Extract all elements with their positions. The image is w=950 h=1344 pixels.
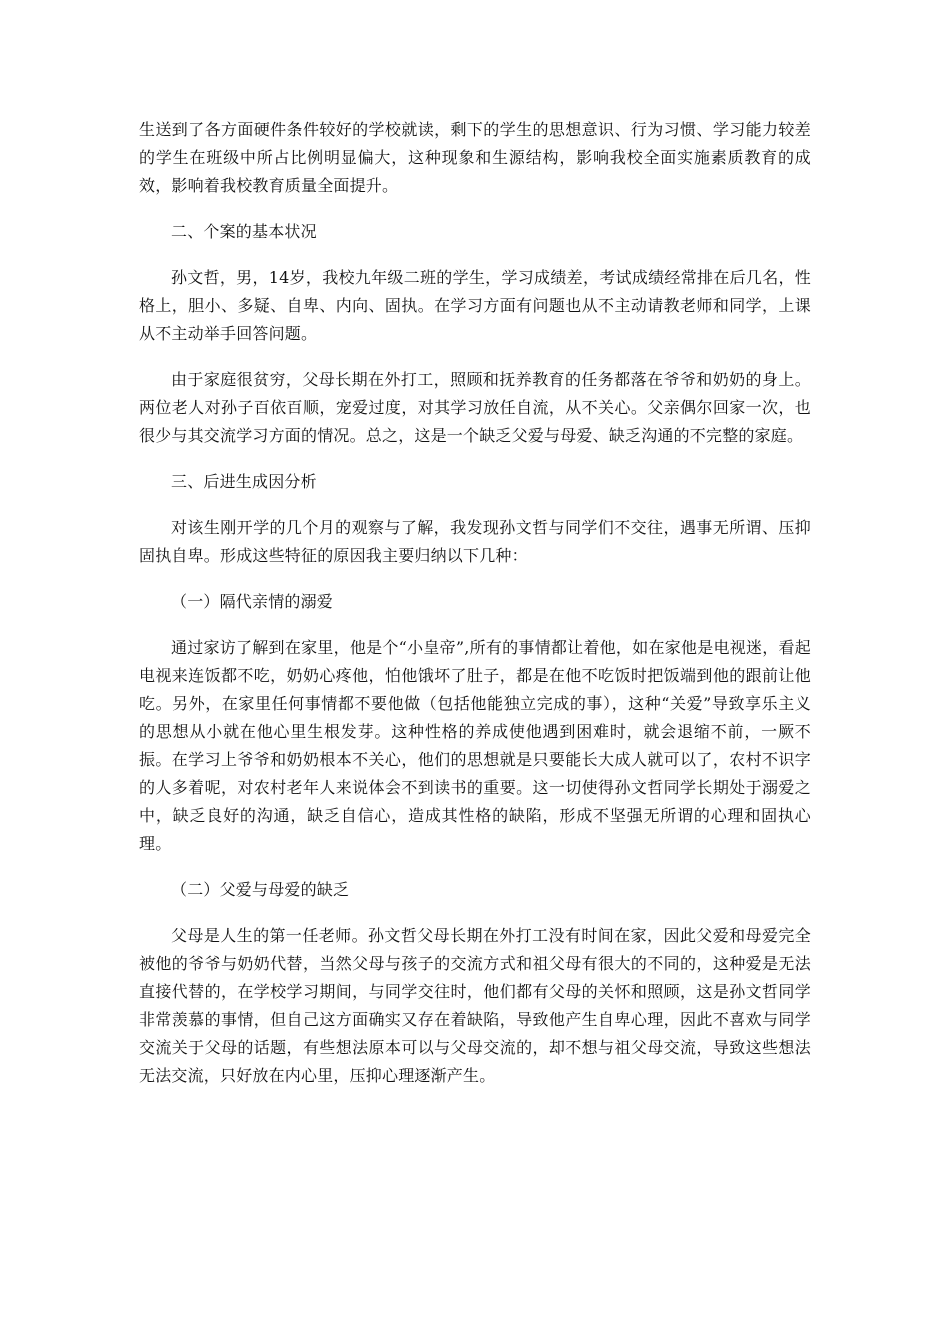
paragraph-parental-love-details: 父母是人生的第一任老师。孙文哲父母长期在外打工没有时间在家，因此父爱和母爱完全被他的爷爷与奶奶代替，当然父母与孩子的交流方式和祖父母有很大的不同的，这种爱是无法直接代替的，在学校学习期间，与同学交往时，他们都有父母的关怀和照顾，这是孙文哲同学非常羡慕的事情，但自己这方面确实又存在着缺陷，导致他产生自卑心理，因此不喜欢与同学交流关于父母的话题，有些想法原本可以与父母交流的，却不想与祖父母交流，导致这些想法无法交流，只好放在内心里，压抑心理逐渐产生。 [139, 926, 811, 1085]
paragraph-doting-details: 通过家访了解到在家里，他是个“小皇帝”,所有的事情都让着他，如在家他是电视迷，看起电视来连饭都不吃，奶奶心疼他，怕他饿坏了肚子，都是在他不吃饭时把饭端到他的跟前让他吃。另外，在家里任何事情都不要他做（包括他能独立完成的事），这种“关爱”导致享乐主义的思想从小就在他心里生根发芽。这种性格的养成使他遇到困难时，就会退缩不前，一厥不振。在学习上爷爷和奶奶根本不关心，他们的思想就是只要能长大成人就可以了，农村不识字的人多着呢，对农村老年人来说体会不到读书的重要。这一切使得孙文哲同学长期处于溺爱之中，缺乏良好的沟通，缺乏自信心，造成其性格的缺陷，形成不坚强无所谓的心理和固执心理。 [139, 638, 811, 853]
subheading-lack-of-parental-love: （二）父爱与母爱的缺乏 [171, 880, 350, 899]
paragraph-family-background: 由于家庭很贫穷，父母长期在外打工，照顾和抚养教育的任务都落在爷爷和奶奶的身上。两位老人对孙子百依百顺，宠爱过度，对其学习放任自流，从不关心。父亲偶尔回家一次，也很少与其交流学习方面的情况。总之，这是一个缺乏父爱与母爱、缺乏沟通的不完整的家庭。 [139, 370, 811, 445]
subheading-grandparent-doting: （一）隔代亲情的溺爱 [171, 592, 334, 611]
paragraph-school-context: 生送到了各方面硬件条件较好的学校就读，剩下的学生的思想意识、行为习惯、学习能力较差的学生在班级中所占比例明显偏大，这种现象和生源结构，影响我校全面实施素质教育的成效，影响着我校教育质量全面提升。 [139, 120, 811, 195]
paragraph-student-profile: 孙文哲，男，14岁，我校九年级二班的学生，学习成绩差，考试成绩经常排在后几名，性格上，胆小、多疑、自卑、内向、固执。在学习方面有问题也从不主动请教老师和同学，上课从不主动举手回答问题。 [139, 268, 811, 343]
section-heading-cause-analysis: 三、后进生成因分析 [171, 472, 317, 491]
document-page [139, 116, 811, 1108]
paragraph-observation: 对该生刚开学的几个月的观察与了解，我发现孙文哲与同学们不交往，遇事无所谓、压抑固执自卑。形成这些特征的原因我主要归纳以下几种： [139, 518, 811, 565]
section-heading-basic-situation: 二、个案的基本状况 [171, 222, 317, 241]
